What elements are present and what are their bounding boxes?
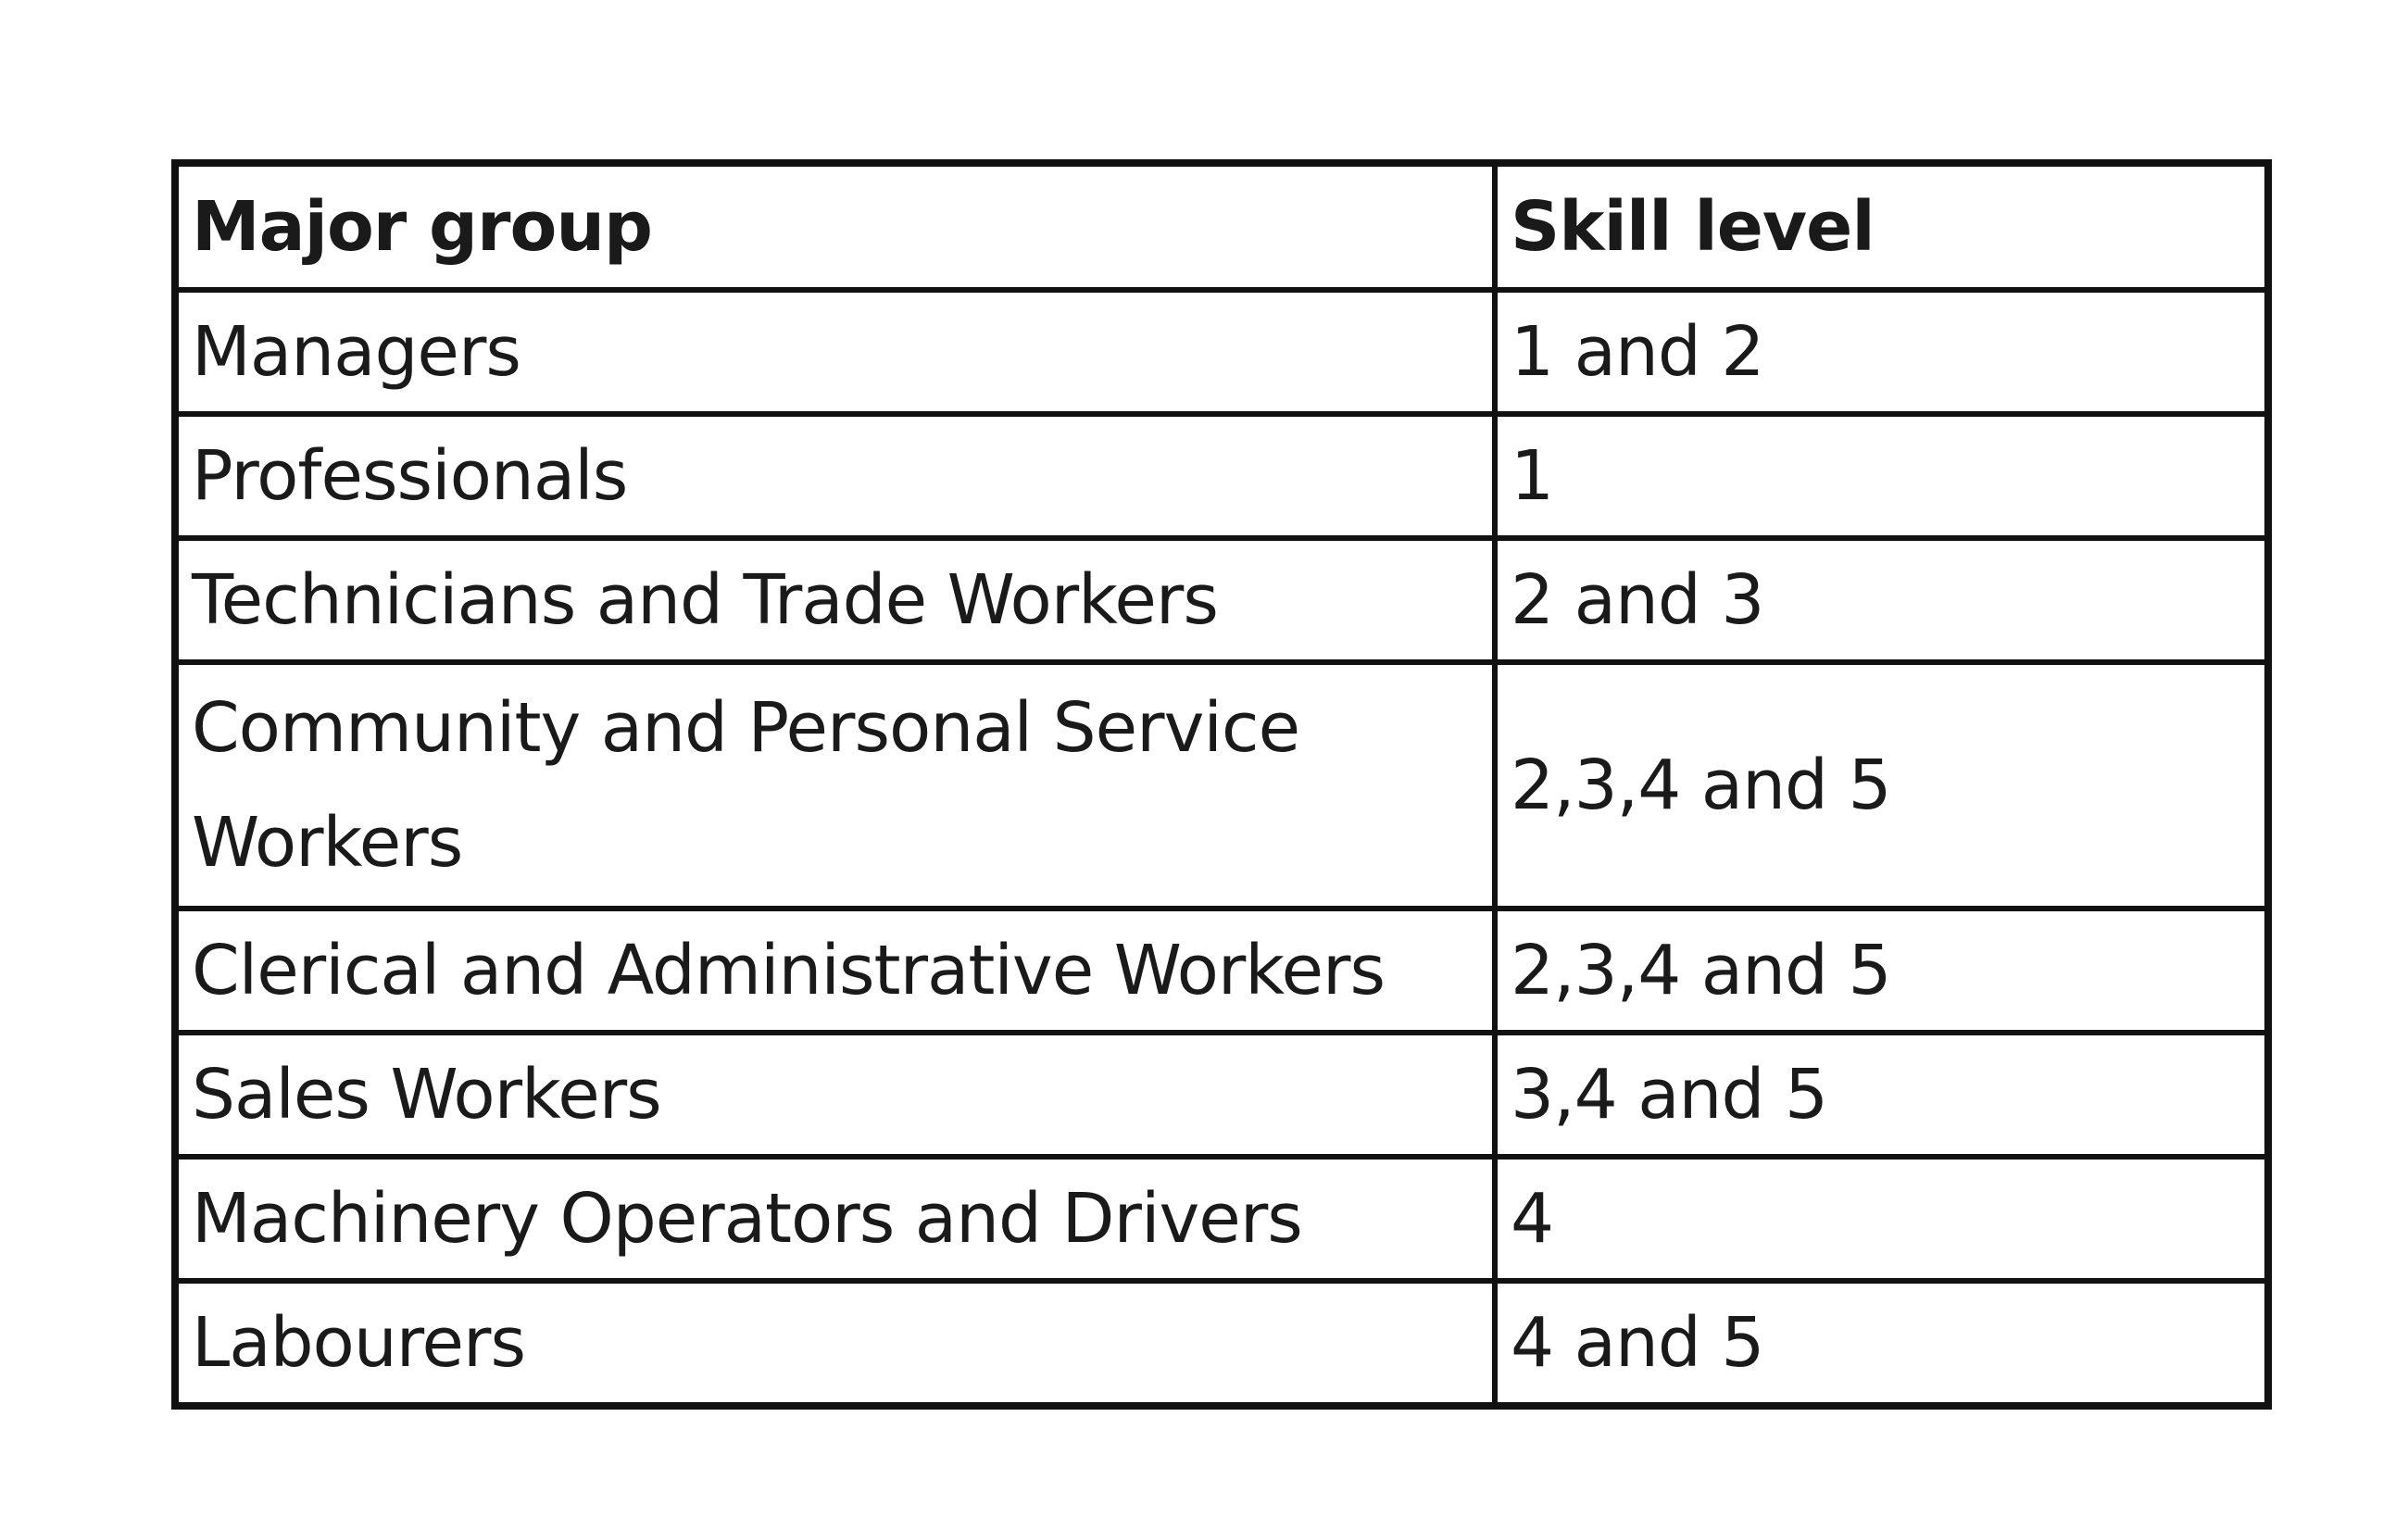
major-group-cell: Community and Personal Service Workers: [175, 662, 1495, 909]
table-row: [175, 1157, 2268, 1281]
skill-level-cell: 4: [1495, 1157, 2268, 1281]
skill-level-cell: 3,4 and 5: [1495, 1033, 2268, 1157]
skill-level-cell: 2 and 3: [1495, 538, 2268, 662]
skill-level-cell: 2,3,4 and 5: [1495, 662, 2268, 909]
major-group-cell: Managers: [175, 290, 1495, 414]
major-group-cell: Professionals: [175, 414, 1495, 538]
table-row: [175, 662, 2268, 909]
header-skill-level: Skill level: [1495, 163, 2268, 290]
skill-level-cell: 1: [1495, 414, 2268, 538]
major-group-cell: Machinery Operators and Drivers: [175, 1157, 1495, 1281]
major-group-cell: Clerical and Administrative Workers: [175, 909, 1495, 1033]
major-group-cell: Sales Workers: [175, 1033, 1495, 1157]
table-row: [175, 909, 2268, 1033]
major-group-cell: Technicians and Trade Workers: [175, 538, 1495, 662]
major-group-cell: Labourers: [175, 1281, 1495, 1406]
skill-level-table: [171, 159, 2272, 1410]
skill-level-cell: 4 and 5: [1495, 1281, 2268, 1406]
table-row: [175, 1281, 2268, 1406]
skill-level-cell: 2,3,4 and 5: [1495, 909, 2268, 1033]
table-row: [175, 538, 2268, 662]
header-major-group: Major group: [175, 163, 1495, 290]
table-row: [175, 1033, 2268, 1157]
skill-level-cell: 1 and 2: [1495, 290, 2268, 414]
table-row: [175, 290, 2268, 414]
table-row: [175, 414, 2268, 538]
table-header-row: [175, 163, 2268, 290]
